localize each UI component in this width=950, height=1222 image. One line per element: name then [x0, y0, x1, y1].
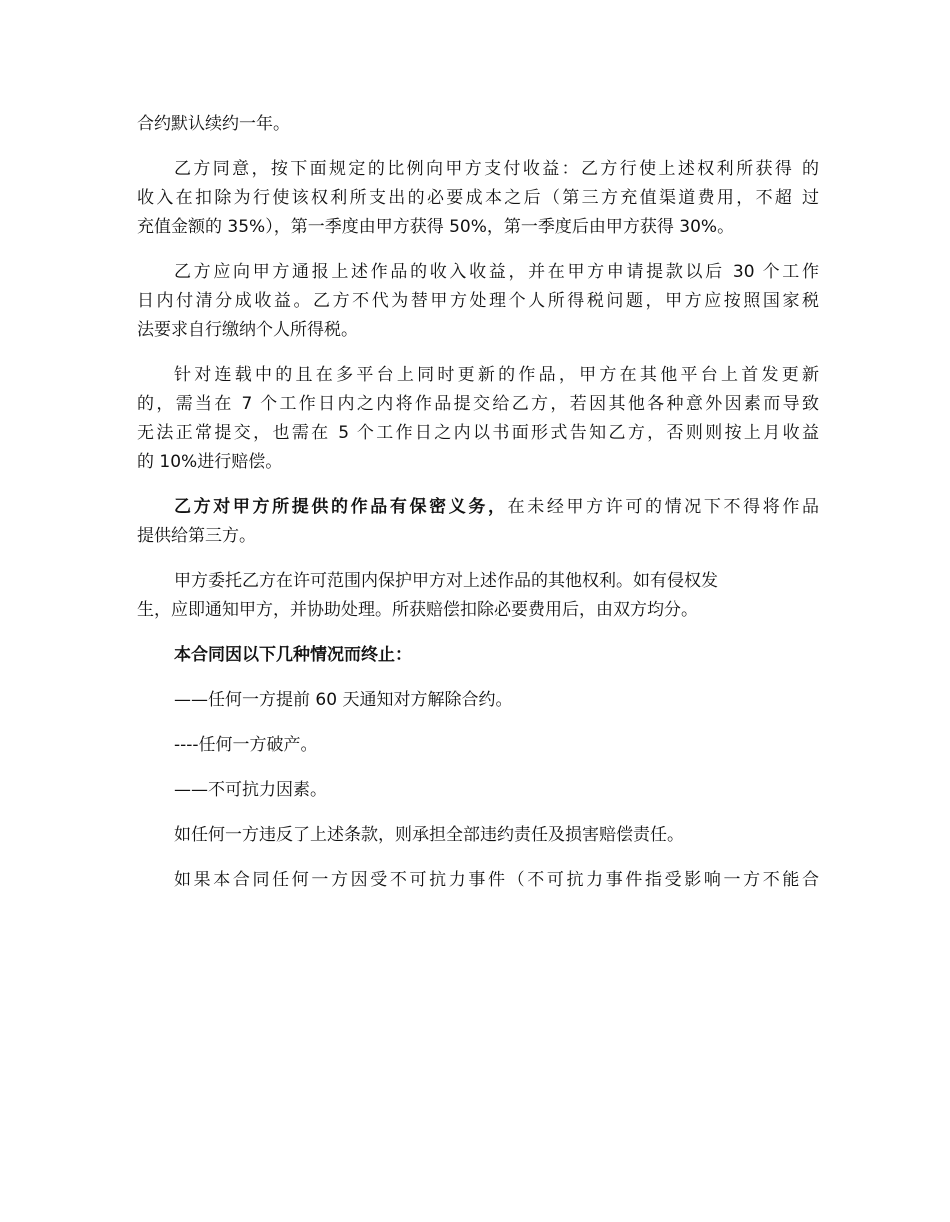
- paragraph-payment-line-1: 乙方应向甲方通报上述作品的收入收益，并在甲方申请提款以后 30 个工作: [174, 262, 819, 282]
- termination-item-bankruptcy: ----任何一方破产。: [174, 735, 318, 755]
- confidentiality-lead-rest: 在未经甲方许可的情况下不得将作品: [507, 497, 819, 517]
- paragraph-confidentiality-line-1: [137, 493, 819, 522]
- paragraph-revenue-share-line-3: 充值金额的 35%），第一季度由甲方获得 50%，第一季度后由甲方获得 30%。: [137, 217, 735, 237]
- confidentiality-bold-lead: 乙方对甲方所提供的作品有保密义务，: [174, 497, 508, 517]
- paragraph-serial-works-line-4: 的 10%进行赔偿。: [137, 452, 283, 472]
- termination-heading: 本合同因以下几种情况而终止：: [174, 645, 412, 665]
- paragraph-confidentiality-line-2: 提供给第三方。: [137, 526, 256, 546]
- paragraph-revenue-share-line-2: 收入在扣除为行使该权利所支出的必要成本之后（第三方充值渠道费用，不超 过: [137, 188, 819, 208]
- paragraph-revenue-share-line-1: 乙方同意，按下面规定的比例向甲方支付收益：乙方行使上述权利所获得 的: [174, 159, 819, 179]
- paragraph-continuation: 合约默认续约一年。: [137, 114, 290, 134]
- termination-item-notice: ——任何一方提前 60 天通知对方解除合约。: [174, 690, 513, 710]
- paragraph-force-majeure-start: 如果本合同任何一方因受不可抗力事件（不可抗力事件指受影响一方不能合: [174, 870, 819, 890]
- termination-item-force-majeure: ——不可抗力因素。: [174, 780, 327, 800]
- paragraph-breach-liability: 如任何一方违反了上述条款，则承担全部违约责任及损害赔偿责任。: [174, 825, 684, 845]
- paragraph-serial-works-line-1: 针对连载中的且在多平台上同时更新的作品，甲方在其他平台上首发更新: [174, 365, 819, 385]
- paragraph-rights-protection-line-1: 甲方委托乙方在许可范围内保护甲方对上述作品的其他权利。如有侵权发: [174, 571, 718, 591]
- paragraph-rights-protection-line-2: 生，应即通知甲方，并协助处理。所获赔偿扣除必要费用后，由双方均分。: [137, 600, 698, 620]
- document-body: [137, 110, 819, 895]
- paragraph-serial-works-line-2: 的，需当在 7 个工作日内之内将作品提交给乙方，若因其他各种意外因素而导致: [137, 394, 819, 414]
- paragraph-serial-works-line-3: 无法正常提交，也需在 5 个工作日之内以书面形式告知乙方，否则则按上月收益: [137, 423, 819, 443]
- paragraph-payment-line-2: 日内付清分成收益。乙方不代为替甲方处理个人所得税问题，甲方应按照国家税: [137, 291, 819, 311]
- paragraph-payment-line-3: 法要求自行缴纳个人所得税。: [137, 320, 358, 340]
